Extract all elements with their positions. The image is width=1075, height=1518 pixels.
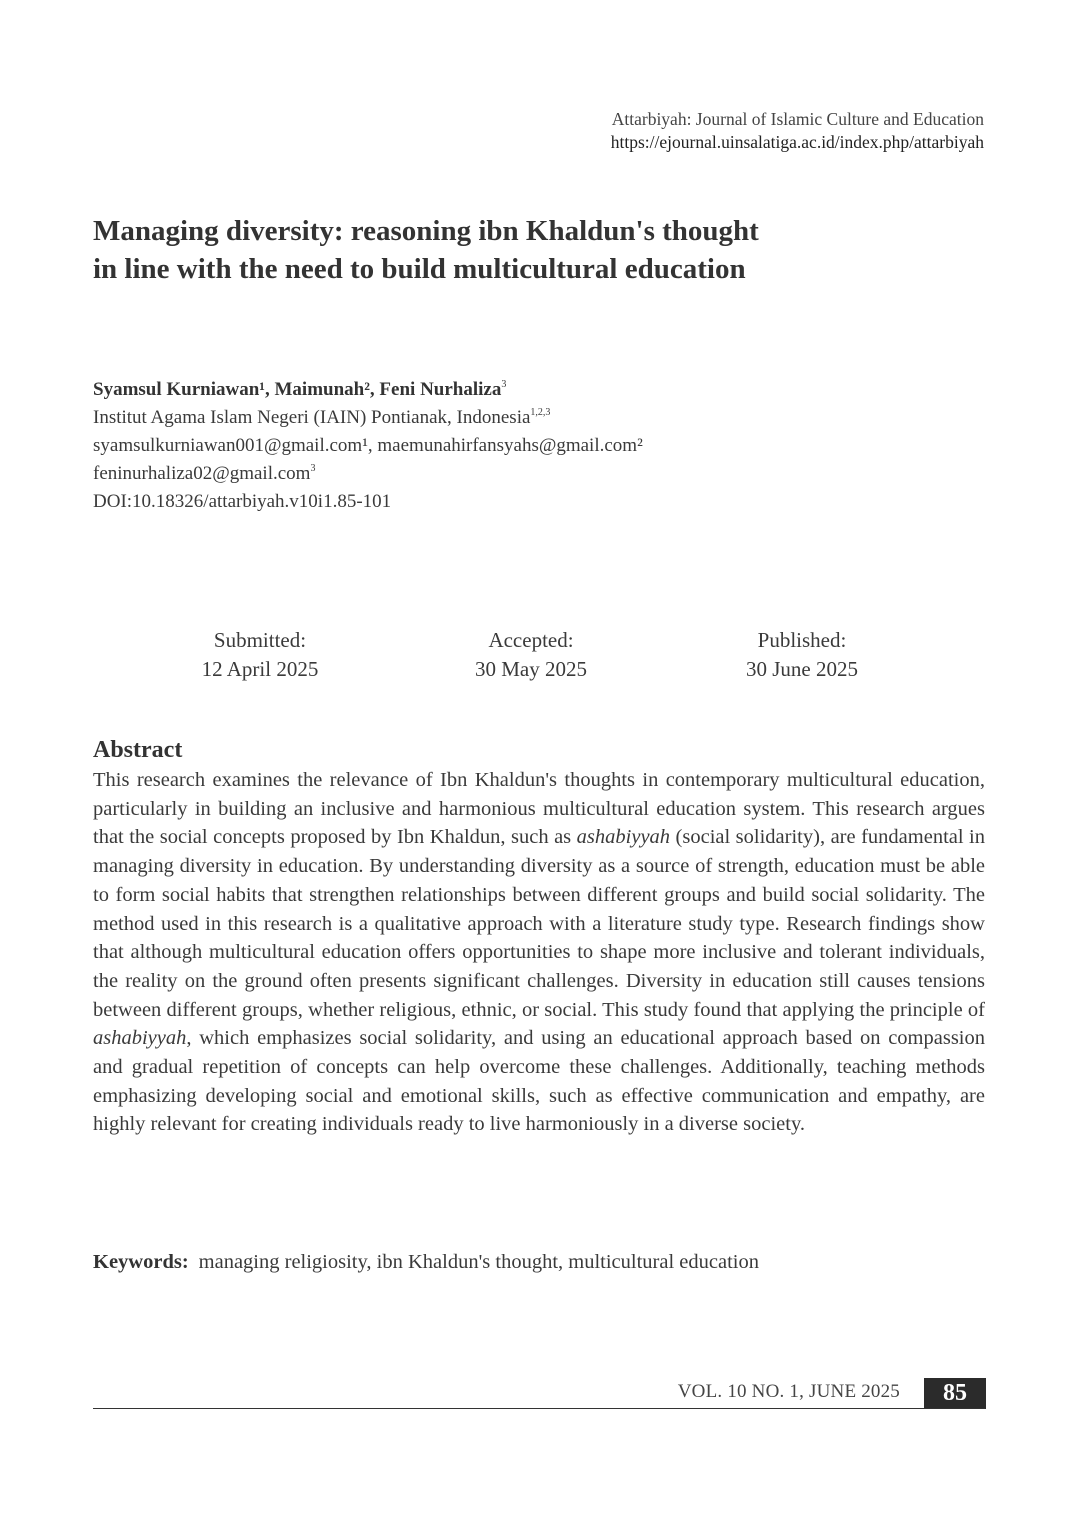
email-line-3	[93, 460, 993, 488]
accepted-value: 30 May 2025	[475, 657, 587, 681]
author-block	[93, 376, 993, 516]
submitted-value: 12 April 2025	[201, 657, 319, 681]
abstract-body	[93, 766, 985, 1139]
email-superscript: 3	[310, 463, 316, 474]
doi[interactable]: DOI:10.18326/attarbiyah.v10i1.85-101	[93, 491, 392, 512]
footer-divider	[93, 1408, 985, 1409]
affiliation: Institut Agama Islam Negeri (IAIN) Pontianak, Indonesia	[93, 407, 531, 428]
author-names-line	[93, 376, 993, 404]
author-email-3[interactable]: feninurhaliza02@gmail.com	[93, 463, 311, 484]
author-names: Syamsul Kurniawan¹, Maimunah², Feni Nurhaliza	[93, 379, 502, 400]
published-value: 30 June 2025	[746, 657, 858, 681]
journal-header	[611, 108, 984, 154]
page-number: 85	[924, 1378, 986, 1409]
abstract-term-1: ashabiyyah	[576, 826, 671, 849]
submitted-label: Submitted:	[213, 628, 307, 652]
author-superscript: 3	[501, 379, 507, 390]
keywords-line	[93, 1248, 985, 1276]
accepted-label: Accepted:	[488, 628, 574, 652]
abstract-text-3: , which emphasizes social solidarity, and using an educational approach based on compassion and gradual repetition of concepts can help overcome these challenges. Additionally, teaching methods emphasizing developing social and emotional skills, such as effective communication and empathy, are highly relevant for creating individuals ready to live harmoniously in a diverse society.	[93, 1027, 985, 1136]
article-title-line-2: in line with the need to build multicultural education	[93, 253, 746, 285]
keywords-value: managing religiosity, ibn Khaldun's thought, multicultural education	[198, 1251, 759, 1273]
abstract-heading: Abstract	[93, 737, 183, 763]
published-label: Published:	[757, 628, 847, 652]
abstract-text-2: (social solidarity), are fundamental in managing diversity in education. By understanding diversity as a source of strength, education must be able to form social habits that strengthen relationships between different groups and build social solidarity. The method used in this research is a qualitative approach with a literature study type. Research findings show that although multicultural education offers opportunities to shape more inclusive and tolerant individuals, the reality on the ground often presents significant challenges. Diversity in education still causes tensions between different groups, whether religious, ethnic, or social. This study found that applying the principle of	[93, 826, 985, 1021]
journal-url[interactable]: https://ejournal.uinsalatiga.ac.id/index.php/attarbiyah	[610, 132, 984, 152]
accepted-date	[421, 626, 641, 684]
affiliation-superscript: 1,2,3	[530, 407, 551, 418]
journal-name: Attarbiyah: Journal of Islamic Culture and Education	[611, 109, 984, 129]
affiliation-line	[93, 404, 993, 432]
keywords-label: Keywords:	[93, 1251, 189, 1273]
abstract-text-1: This research examines the relevance of Ibn Khaldun's thoughts in contemporary multicultural education, particularly in building an inclusive and harmonious multicultural education system. This research argues that the social concepts proposed by Ibn Khaldun, such as	[93, 769, 985, 849]
article-title	[93, 212, 873, 288]
author-emails[interactable]: syamsulkurniawan001@gmail.com¹, maemunahirfansyahs@gmail.com²	[93, 435, 643, 456]
abstract-term-2: ashabiyyah	[93, 1027, 187, 1050]
published-date	[692, 626, 912, 684]
article-title-line-1: Managing diversity: reasoning ibn Khaldun's thought	[93, 215, 759, 247]
submitted-date	[150, 626, 370, 684]
footer-volume: VOL. 10 NO. 1, JUNE 2025	[677, 1381, 900, 1402]
